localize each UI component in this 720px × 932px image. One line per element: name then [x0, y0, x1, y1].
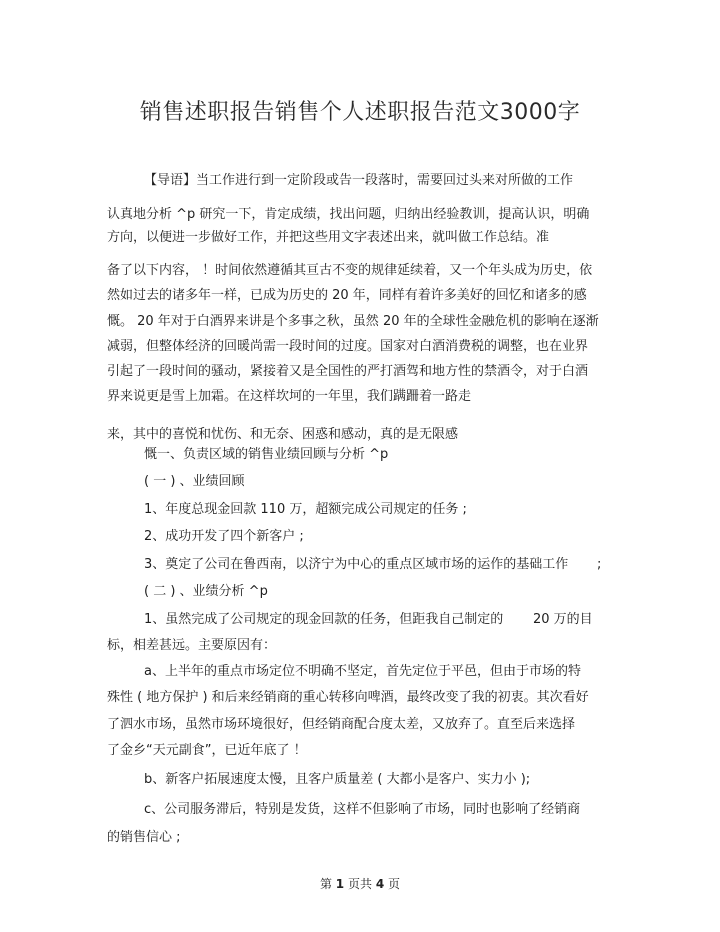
list-item: 1、年度总现金回款 110 万，超额完成公司规定的任务 ;: [144, 502, 467, 517]
text-line: c、公司服务滞后，特别是发货，这样不但影响了市场，同时也影响了经销商: [144, 802, 581, 817]
list-item-end: ;: [597, 557, 602, 572]
text-line: 然如过去的诸多年一样，已成为历史的 20 年，同样有着许多美好的回忆和诸多的感: [107, 288, 587, 303]
list-item-cont: 20 万的目: [533, 612, 593, 627]
text-line: 【导语】当工作进行到一定阶段或告一段落时，需要回过头来对所做的工作: [144, 173, 574, 188]
text-line: 了金乡“天元副食”，已近年底了 ！: [107, 743, 307, 758]
text-line: 减弱，但整体经济的回暖尚需一段时间的过度。国家对白酒消费税的调整，也在业界: [107, 339, 589, 354]
text-line: 了泗水市场，虽然市场环境很好，但经销商配合度太差，又放弃了。直至后来选择: [107, 717, 576, 732]
text-line: 来，其中的喜悦和忧伤、和无奈、困惑和感动，真的是无限感: [107, 427, 459, 442]
subsection-heading: ( 二 ) 、业绩分析 ^p: [144, 584, 268, 599]
text-line: 慨。 20 年对于白酒界来讲是个多事之秋，虽然 20 年的全球性金融危机的影响在逐渐: [107, 314, 599, 329]
current-page-number: 1: [335, 877, 345, 891]
footer-middle: 页共: [347, 877, 372, 891]
text-line: 的销售信心 ;: [107, 830, 181, 845]
section-heading: 慨一、负责区域的销售业绩回顾与分析 ^p: [144, 447, 389, 462]
list-item: 1、虽然完成了公司规定的现金回款的任务，但距我自己制定的: [144, 612, 504, 627]
document-title: 销售述职报告销售个人述职报告范文3000字: [139, 100, 581, 125]
text-line: 备了以下内容， ！时间依然遵循其亘古不变的规律延续着，又一个年头成为历史，依: [107, 263, 593, 278]
text-line: 界来说更是雪上加霜。在这样坎坷的一年里，我们蹒跚着一路走: [107, 389, 472, 404]
footer-prefix: 第: [319, 877, 332, 891]
subsection-heading: ( 一 ) 、业绩回顾: [144, 474, 245, 489]
page-footer: [0, 875, 720, 892]
total-page-number: 4: [375, 877, 385, 891]
text-line: a、上半年的重点市场定位不明确不坚定，首先定位于平邑，但由于市场的特: [144, 664, 581, 679]
text-line: 殊性 ( 地方保护 ) 和后来经销商的重心转移向啤酒，最终改变了我的初衷。其次看好: [107, 690, 589, 705]
text-line: 标，相差甚远。主要原因有：: [107, 638, 277, 653]
list-item: 3、奠定了公司在鲁西南，以济宁为中心的重点区域市场的运作的基础工作: [144, 557, 569, 572]
text-line: b、新客户拓展速度太慢，且客户质量差 ( 大都小是客户、实力小 );: [144, 772, 531, 787]
list-item: 2、成功开发了四个新客户 ;: [144, 529, 304, 544]
text-line: 认真地分析 ^p 研究一下，肯定成绩，找出问题，归纳出经验教训，提高认识，明确: [107, 207, 590, 222]
text-line: 方向，以便进一步做好工作，并把这些用文字表述出来，就叫做工作总结。准: [107, 230, 550, 245]
footer-suffix: 页: [388, 877, 401, 891]
text-line: 引起了一段时间的骚动，紧接着又是全国性的严打酒驾和地方性的禁酒令，对于白酒: [107, 364, 589, 379]
